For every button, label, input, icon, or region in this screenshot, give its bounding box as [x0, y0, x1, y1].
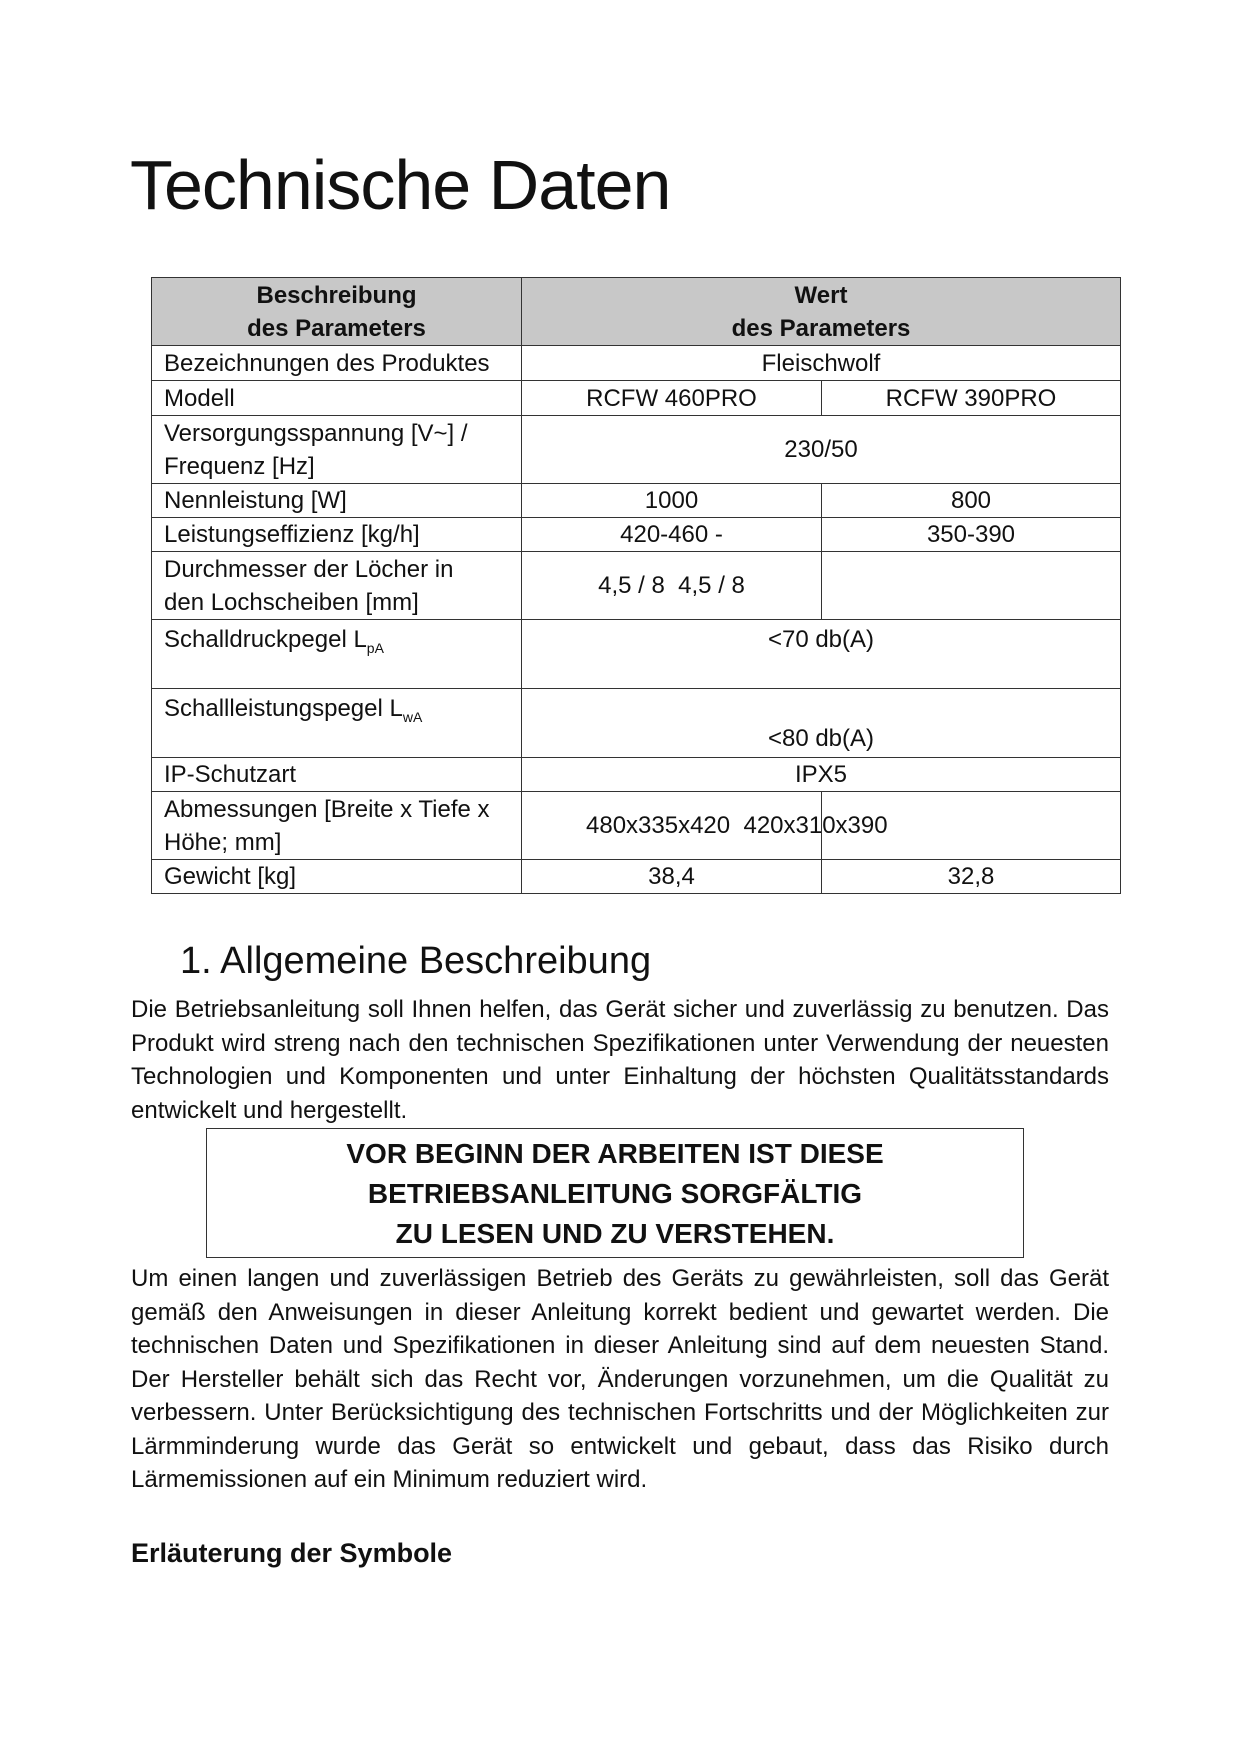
symbols-heading: Erläuterung der Symbole [131, 1538, 453, 1568]
table-row [152, 518, 1121, 552]
table-header-row [152, 278, 1121, 346]
header-description [152, 278, 522, 346]
table-row [152, 346, 1121, 381]
row-value: <80 db(A) [522, 689, 1121, 758]
table-row [152, 860, 1121, 894]
row-label: Gewicht [kg] [152, 860, 522, 894]
header-col1-line2: des Parameters [247, 314, 426, 342]
page-title: Technische Daten [130, 146, 671, 224]
warning-box [206, 1128, 1024, 1258]
value-390: 800 [822, 484, 1121, 518]
row-label: Bezeichnungen des Produktes [152, 346, 522, 381]
header-value [522, 278, 1121, 346]
value-460: 420-460 - [522, 518, 822, 552]
model-460: RCFW 460PRO [522, 381, 822, 416]
row-label-line1: Abmessungen [Breite x Tiefe x [164, 795, 490, 823]
row-label-text: Schallleistungspegel L [164, 695, 403, 722]
value-390: 32,8 [822, 860, 1121, 894]
table-row [152, 484, 1121, 518]
row-label-line2: Frequenz [Hz] [164, 452, 315, 480]
header-col2-line1: Wert [794, 281, 848, 309]
row-value: <70 db(A) [522, 620, 1121, 689]
row-label: IP-Schutzart [152, 758, 522, 792]
header-col1-line1: Beschreibung [256, 281, 417, 309]
model-390: RCFW 390PRO [822, 381, 1121, 416]
table-row [152, 381, 1121, 416]
row-label-subscript: pA [366, 639, 384, 656]
row-value [522, 792, 1121, 860]
row-label: Leistungseffizienz [kg/h] [152, 518, 522, 552]
row-label-text: Schalldruckpegel L [164, 626, 367, 653]
table-row [152, 758, 1121, 792]
spec-table [151, 277, 1121, 894]
warning-line1: VOR BEGINN DER ARBEITEN IST DIESE [346, 1138, 884, 1169]
row-label: Nennleistung [W] [152, 484, 522, 518]
row-label: Modell [152, 381, 522, 416]
value-460: 1000 [522, 484, 822, 518]
intro-paragraph: Die Betriebsanleitung soll Ihnen helfen, das Gerät sicher und zuverlässig zu benutzen. Das Produkt wird streng nach den technischen Spezifikationen unter Verwendung der neuesten Technologien und Komponenten und unter Einhaltung der höchsten Qualitätsstandards entwickelt und hergestellt. [131, 996, 1109, 1124]
row-label-line1: Durchmesser der Löcher in [164, 555, 454, 583]
table-row [152, 552, 1121, 620]
value-390 [822, 552, 1121, 620]
row-value: IPX5 [522, 758, 1121, 792]
row-value: Fleischwolf [522, 346, 1121, 381]
table-row [152, 792, 1121, 860]
warning-line2: BETRIEBSANLEITUNG SORGFÄLTIG [367, 1178, 863, 1209]
row-label [152, 689, 522, 758]
row-label-line1: Versorgungsspannung [V~] / [164, 419, 468, 447]
row-label [152, 792, 522, 860]
table-row [152, 416, 1121, 484]
dimensions-value: 480x335x420 420x310x390 [586, 812, 888, 839]
header-col2-line2: des Parameters [731, 314, 911, 342]
column-divider [821, 792, 822, 859]
section-heading: 1. Allgemeine Beschreibung [180, 940, 652, 982]
table-row [152, 689, 1121, 758]
value-460: 4,5 / 8 4,5 / 8 [522, 552, 822, 620]
row-label-line2: den Lochscheiben [mm] [164, 588, 419, 616]
row-label-line2: Höhe; mm] [164, 828, 282, 856]
value-460: 38,4 [522, 860, 822, 894]
row-label-subscript: wA [402, 708, 423, 725]
table-row [152, 620, 1121, 689]
warning-line3: ZU LESEN UND ZU VERSTEHEN. [395, 1218, 835, 1249]
row-value: 230/50 [522, 416, 1121, 484]
row-label [152, 620, 522, 689]
value-390: 350-390 [822, 518, 1121, 552]
row-label [152, 416, 522, 484]
row-label [152, 552, 522, 620]
body-paragraph: Um einen langen und zuverlässigen Betrieb des Geräts zu gewährleisten, soll das Gerät gemäß den Anweisungen in dieser Anleitung korrekt bedient und gewartet werden. Die technischen Daten und Spezifikationen in dieser Anleitung sind auf dem neuesten Stand. Der Hersteller behält sich das Recht vor, Änderungen vorzunehmen, um die Qualität zu verbessern. Unter Berücksichtigung des technischen Fortschritts und der Möglichkeiten zur Lärmminderung wurde das Gerät so entwickelt und gebaut, dass das Risiko durch Lärmemissionen auf ein Minimum reduziert wird. [131, 1265, 1109, 1493]
